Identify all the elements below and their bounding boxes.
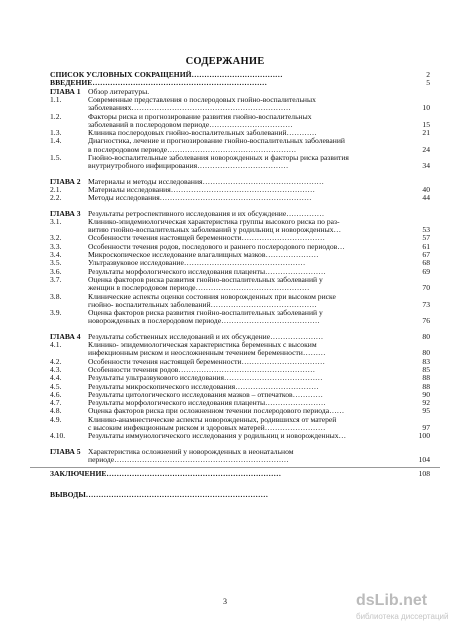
page-number: 3 xyxy=(223,597,227,606)
chapter-title: Результаты ретроспективного исследования и их обсуждение…………… xyxy=(88,208,325,218)
section-number: 4.9. xyxy=(50,414,62,424)
toc-page-number: 10 xyxy=(422,103,430,113)
toc-page-number: 67 xyxy=(422,250,430,259)
toc-page-number: 108 xyxy=(418,469,430,479)
section-number: 3.1. xyxy=(50,216,62,226)
watermark-subtitle: библиотека диссертаций xyxy=(356,612,449,621)
section-title: Методы исследования…………………………………………………… xyxy=(88,193,312,203)
section-title: Клинические аспекты оценки состояния новорожденных при высоком риске xyxy=(88,291,336,301)
section-title: витию гнойно-воспалительных заболеваний у родильниц и новорожденных… xyxy=(88,225,342,235)
section-title: Особенности течения настоящей беременности…………………………… xyxy=(88,233,325,243)
toc-page-number: 44 xyxy=(422,193,430,203)
section-title: Результаты микроскопического исследования…………………………… xyxy=(88,381,319,391)
section-title: Оценка факторов риска развития гнойно-воспалительных заболеваний у xyxy=(88,274,323,284)
section-number: 1.5. xyxy=(50,153,62,162)
toc-page-number: 40 xyxy=(422,184,430,194)
chapter-title: Обзор литературы. xyxy=(88,86,150,96)
section-title: гнойно- воспалительных заболеваний…………………………………… xyxy=(88,299,317,309)
toc-page-number: 100 xyxy=(418,431,430,441)
section-number: 4.4. xyxy=(50,373,62,383)
chapter-label: ГЛАВА 3 xyxy=(50,208,81,218)
chapter-label: ГЛАВА 1 xyxy=(50,86,81,96)
section-title: Особенности течения родов……………………………………………… xyxy=(88,364,316,374)
watermark-logo-suffix: .net xyxy=(398,592,428,609)
section-title: инфекционным риском и неосложненным течением беременности……… xyxy=(88,348,326,358)
chapter-title: Материалы и методы исследования………………………………………… xyxy=(88,176,325,186)
section-title: Результаты иммунологического исследования у родильниц и новорожденных… xyxy=(88,431,347,441)
toc-page-number: 80 xyxy=(422,348,430,358)
section-number: 3.5. xyxy=(50,258,62,268)
toc-page-number: 88 xyxy=(422,373,430,383)
chapter-label: ГЛАВА 2 xyxy=(50,176,81,186)
section-title: заболеваниях……………………………………………………… xyxy=(88,103,291,113)
section-number: 2.1. xyxy=(50,184,62,194)
toc-page-number: 88 xyxy=(422,381,430,391)
section-title: Материалы исследования………………………………………………… xyxy=(88,184,315,194)
toc-page-number: 53 xyxy=(422,225,430,235)
section-number: 1.3. xyxy=(50,128,62,138)
section-title: Ультразвуковое исследование………………………………………… xyxy=(88,258,306,268)
section-number: 4.7. xyxy=(50,398,62,408)
section-number: 1.2. xyxy=(50,111,62,121)
section-title: Особенности течения настоящей беременности…………………………… xyxy=(88,356,325,366)
section-title: Результаты морфологического исследования плаценты…………………… xyxy=(88,398,326,408)
section-number: 4.5. xyxy=(50,381,62,391)
section-number: 3.7. xyxy=(50,274,62,284)
chapter-title: Результаты собственных исследований и их обсуждение………………… xyxy=(88,331,324,341)
section-title: Диагностика, лечение и прогнозирование гнойно-воспалительных заболеваний xyxy=(88,136,345,146)
section-number: 1.1. xyxy=(50,94,62,104)
section-title: Клинико- эпидемиологическая характеристика беременных с высоким xyxy=(88,340,317,349)
section-title: Факторы риска и прогнозирование развития гнойно-воспалительных xyxy=(88,111,312,121)
section-number: 3.4. xyxy=(50,250,62,259)
toc-page-number: 83 xyxy=(422,356,430,366)
toc-page-number: 5 xyxy=(426,78,430,88)
section-title: Клиника послеродовых гнойно-воспалительных заболеваний………… xyxy=(88,128,317,138)
toc-page-number: 61 xyxy=(422,241,430,251)
chapter-title: Характеристика осложнений у новорожденных в неонатальном xyxy=(88,446,294,456)
toc-page-number: 21 xyxy=(422,128,430,138)
toc-page-number: 104 xyxy=(418,454,430,464)
toc-page-number: 95 xyxy=(422,406,430,416)
section-number: 4.8. xyxy=(50,406,62,416)
toc-page-number: 34 xyxy=(422,161,430,171)
section-number: 3.2. xyxy=(50,233,62,243)
toc-entry-bottom: ВЫВОДЫ……………………………………………………………… xyxy=(50,489,269,499)
section-number: 4.2. xyxy=(50,356,62,366)
section-title: Результаты морфологического исследования плаценты…………………… xyxy=(88,266,326,276)
section-number: 3.6. xyxy=(50,266,62,276)
section-title: женщин в послеродовом периоде……………………………………… xyxy=(88,283,310,293)
section-number: 4.6. xyxy=(50,389,62,399)
divider xyxy=(30,467,440,468)
section-number: 3.9. xyxy=(50,308,62,318)
toc-entry-top: ВВЕДЕНИЕ…………………………………………………………… xyxy=(50,78,268,88)
toc-page-number: 2 xyxy=(426,70,430,79)
toc-page-number: 97 xyxy=(422,423,430,432)
toc-page-number: 85 xyxy=(422,364,430,374)
section-title: Особенности течения родов, последового и раннего послеродового периодов… xyxy=(88,241,345,251)
toc-page-number: 57 xyxy=(422,233,430,243)
chapter-label: ГЛАВА 5 xyxy=(50,446,81,456)
page-title: СОДЕРЖАНИЕ xyxy=(185,56,265,67)
section-title: с высоким инфекционным риском и здоровых матерей…………………… xyxy=(88,423,326,432)
section-title: Оценка факторов риска при осложненном течении послеродового периода…… xyxy=(88,406,345,416)
section-number: 4.10. xyxy=(50,431,66,441)
chapter-label: ГЛАВА 4 xyxy=(50,331,81,341)
section-title: Микроскопическое исследование влагалищных мазков………………… xyxy=(88,250,319,259)
section-title: заболеваний в послеродовом периоде…………………………… xyxy=(88,119,293,129)
section-number: 2.2. xyxy=(50,193,62,203)
section-title: Гнойно-воспалительные заболевания новорожденных и факторы риска развития xyxy=(88,153,349,162)
section-number: 3.3. xyxy=(50,241,62,251)
section-title: Клинико-эпидемиологическая характеристика группы высокого риска по раз- xyxy=(88,216,340,226)
toc-page-number: 76 xyxy=(422,316,430,326)
toc-page-number: 73 xyxy=(422,299,430,309)
section-number: 4.3. xyxy=(50,364,62,374)
chapter-title-cont: периоде…………………………………………………………… xyxy=(88,454,289,464)
section-title: Результаты ультразвукового исследования………………………………… xyxy=(88,373,323,383)
toc-page-number: 70 xyxy=(422,283,430,293)
section-title: внутриутробного инфицирования……………………………… xyxy=(88,161,289,171)
toc-page-number: 80 xyxy=(422,331,430,341)
section-number: 4.1. xyxy=(50,340,62,349)
toc-page-number: 69 xyxy=(422,266,430,276)
section-number: 3.8. xyxy=(50,291,62,301)
section-title: Современные представления о послеродовых гнойно-воспалительных xyxy=(88,94,316,104)
section-title: Оценка факторов риска развития гнойно-воспалительных заболеваний у xyxy=(88,308,323,318)
toc-page-number: 92 xyxy=(422,398,430,408)
toc-page-number: 15 xyxy=(422,119,430,129)
toc-page-number: 90 xyxy=(422,389,430,399)
toc-page-number: 68 xyxy=(422,258,430,268)
toc-entry-bottom: ЗАКЛЮЧЕНИЕ…………………………………………………………… xyxy=(50,469,282,479)
section-title: в послеродовом периоде…………………………………………… xyxy=(88,144,297,154)
section-title: Клинико-анамнестические аспекты новорожденных, родившихся от матерей xyxy=(88,414,337,424)
section-number: 1.4. xyxy=(50,136,62,146)
watermark-logo xyxy=(356,592,449,628)
watermark-logo-text: dsLib xyxy=(356,592,399,609)
toc-entry-top: СПИСОК УСЛОВНЫХ СОКРАЩЕНИЙ……………………………… xyxy=(50,70,283,79)
section-title: Результаты цитологического исследования мазков – отпечатков………… xyxy=(88,389,323,399)
section-title: новорожденных в послеродовом периоде………………………………… xyxy=(88,316,320,326)
toc-page-number: 24 xyxy=(422,144,430,154)
